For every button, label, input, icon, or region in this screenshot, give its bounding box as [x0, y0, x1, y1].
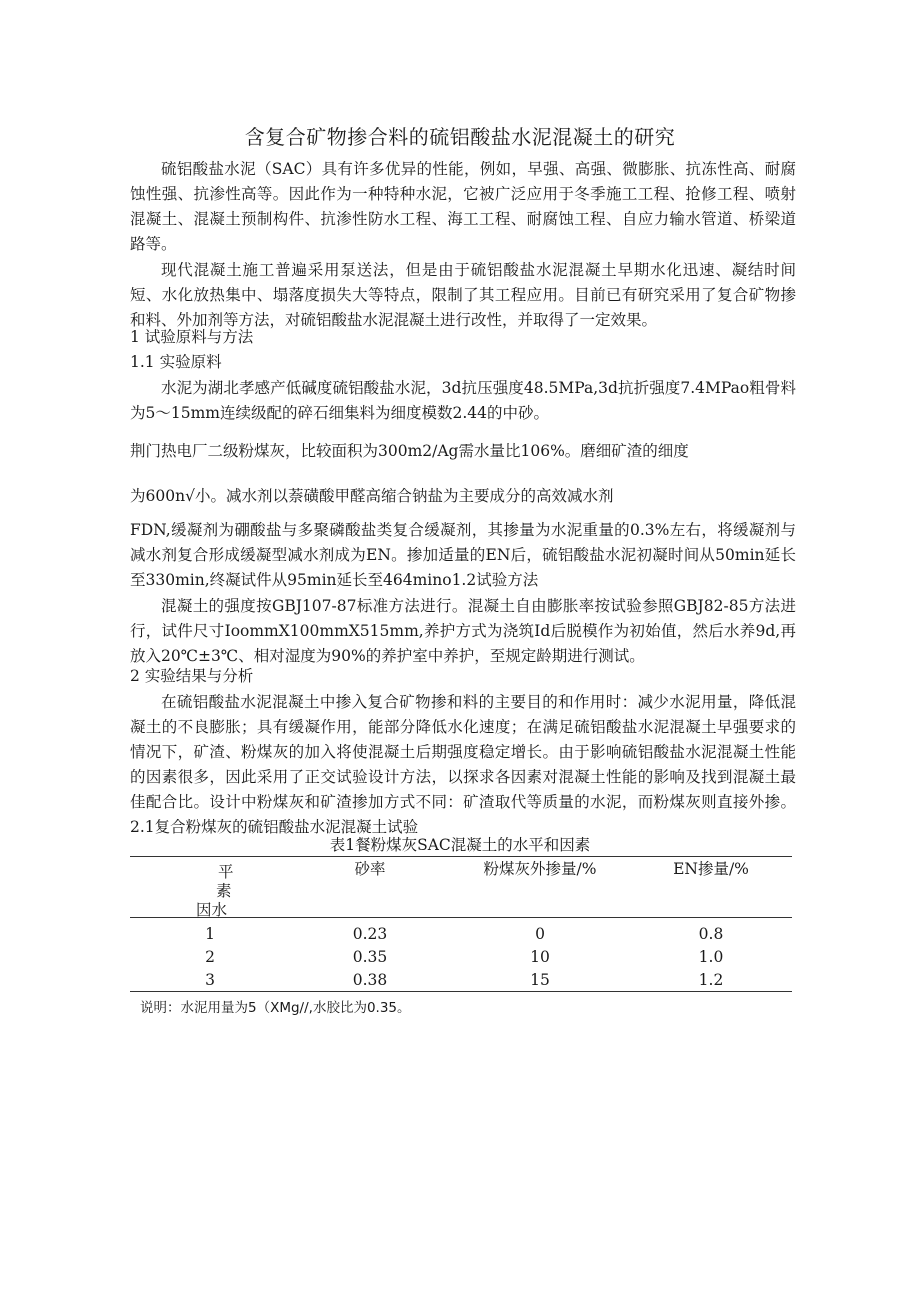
table-caption: 表1餐粉煤灰SAC混凝土的水平和因素: [329, 836, 591, 854]
factor-level-table: [130, 856, 792, 992]
fly-ash-cell: 0: [535, 924, 545, 943]
corner-label-level-factor: 因水: [196, 901, 228, 919]
table-row: [130, 968, 792, 992]
level-cell: 2: [205, 947, 215, 966]
corner-label-factor: 素: [216, 882, 232, 900]
table-corner-cell: [130, 857, 290, 918]
sand-ratio-cell: 0.38: [352, 970, 388, 989]
en-dosage-cell: 0.8: [698, 924, 724, 943]
materials-paragraph-3: 为600n√小。减水剂以萘磺酸甲醛高缩合钠盐为主要成分的高效减水剂: [130, 487, 614, 505]
section-2-heading: 2 实验结果与分析: [130, 667, 254, 685]
header-en-dosage: EN掺量/%: [673, 860, 749, 878]
fly-ash-cell: 10: [530, 947, 550, 966]
intro-paragraph-2: 现代混凝土施工普遍采用泵送法，但是由于硫铝酸盐水泥混凝土早期水化迅速、凝结时间短、水化放热集中、塌落度损失大等特点，限制了其工程应用。目前已有研究采用了复合矿物掺和料、外加剂等方法，对硫铝酸盐水泥混凝土进行改性，并取得了一定效果。: [130, 261, 796, 329]
table-row: [130, 918, 792, 946]
sand-ratio-cell: 0.23: [352, 924, 388, 943]
materials-paragraph-4: FDN,缓凝剂为硼酸盐与多聚磷酸盐类复合缓凝剂，其掺量为水泥重量的0.3%左右，将缓凝剂与减水剂复合形成缓凝型减水剂成为EN。掺加适量的EN后，硫铝酸盐水泥初凝时间从50min延长至330min,终凝试件从95min延长至464mino1.2试验方法: [130, 521, 796, 589]
level-cell: 3: [205, 970, 215, 989]
materials-paragraph-1: 水泥为湖北孝感产低碱度硫铝酸盐水泥，3d抗压强度48.5MPa,3d抗折强度7.4MPao粗骨料为5～15mm连续级配的碎石细集料为细度模数2.44的中砂。: [130, 379, 796, 422]
en-dosage-cell: 1.0: [698, 947, 724, 966]
section-1-1-heading: 1.1 实验原料: [130, 353, 222, 371]
intro-paragraph-1: 硫铝酸盐水泥（SAC）具有许多优异的性能，例如，早强、高强、微膨胀、抗冻性高、耐腐蚀性强、抗渗性高等。因此作为一种特种水泥，它被广泛应用于冬季施工工程、抢修工程、喷射混凝土、混凝土预制构件、抗渗性防水工程、海工工程、耐腐蚀工程、自应力输水管道、桥梁道路等。: [130, 160, 796, 253]
level-cell: 1: [205, 924, 215, 943]
table-row: [130, 945, 792, 968]
table-note: 说明：水泥用量为5（XMg∕/,水胶比为0.35。: [140, 1000, 411, 1016]
fly-ash-cell: 15: [530, 970, 550, 989]
table-header-row: [130, 857, 792, 918]
header-fly-ash: 粉煤灰外掺量/%: [483, 860, 597, 878]
corner-label-level: 平: [218, 863, 234, 881]
document-title: 含复合矿物掺合料的硫铝酸盐水泥混凝土的研究: [244, 125, 676, 149]
sand-ratio-cell: 0.35: [352, 947, 388, 966]
materials-paragraph-2: 荆门热电厂二级粉煤灰，比较面积为300m2∕Ag需水量比106%。磨细矿渣的细度: [130, 442, 689, 460]
results-paragraph: 在硫铝酸盐水泥混凝土中掺入复合矿物掺和料的主要目的和作用时：减少水泥用量，降低混凝土的不良膨胀；具有缓凝作用，能部分降低水化速度；在满足硫铝酸盐水泥混凝土早强要求的情况下，矿渣、粉煤灰的加入将使混凝土后期强度稳定增长。由于影响硫铝酸盐水泥混凝土性能的因素很多，因此采用了正交试验设计方法，以探求各因素对混凝土性能的影响及找到混凝土最佳配合比。设计中粉煤灰和矿渣掺加方式不同：矿渣取代等质量的水泥，而粉煤灰则直接外掺。2.1复合粉煤灰的硫铝酸盐水泥混凝土试验: [130, 693, 796, 836]
header-sand-ratio: 砂率: [354, 860, 386, 878]
section-1-heading: 1 试验原料与方法: [130, 328, 254, 346]
en-dosage-cell: 1.2: [698, 970, 724, 989]
methods-paragraph: 混凝土的强度按GBJ107-87标准方法进行。混凝土自由膨胀率按试验参照GBJ82-85方法进行，试件尺寸IoommX100mmX515mm,养护方式为浇筑Id后脱模作为初始值，然后水养9d,再放入20℃±3℃、相对湿度为90%的养护室中养护，至规定龄期进行测试。: [130, 597, 796, 665]
